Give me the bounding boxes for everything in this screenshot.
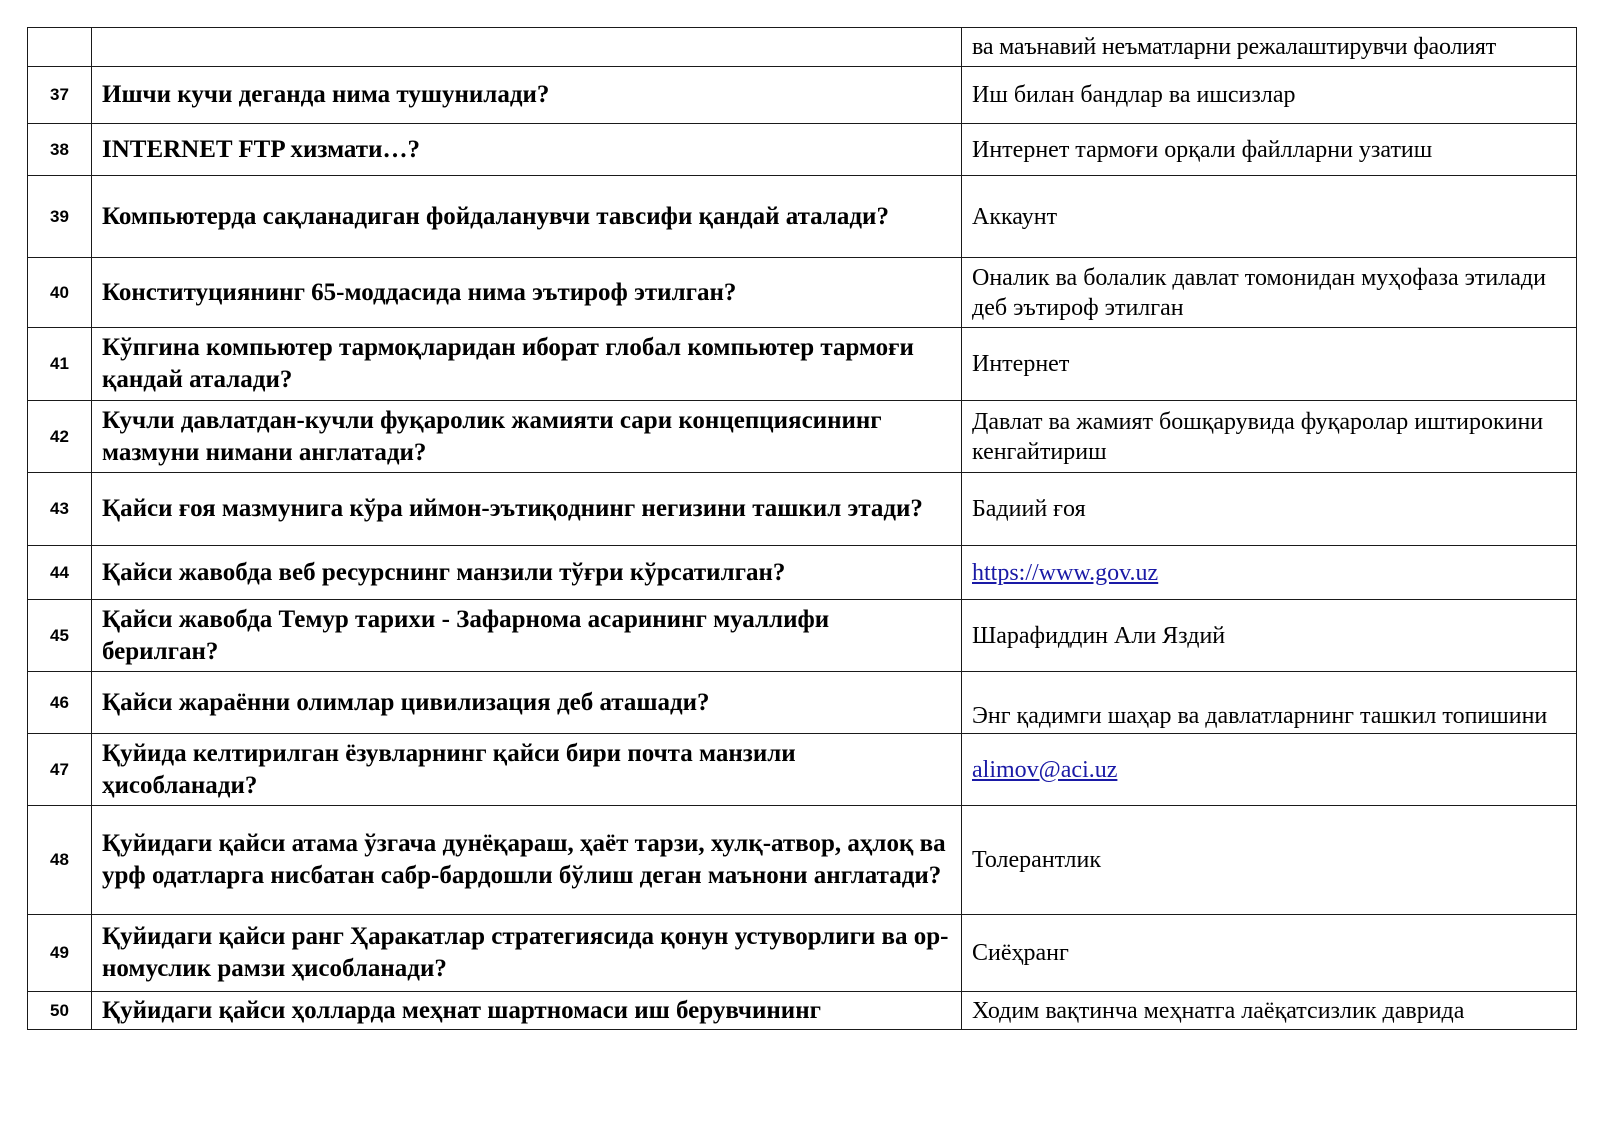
row-number: 49 [28,915,92,992]
answer-cell: Иш билан бандлар ва ишсизлар [962,67,1577,124]
answer-cell: Бадиий ғоя [962,473,1577,546]
table-row [28,546,1577,600]
table-row [28,67,1577,124]
question-cell: Қуйидаги қайси атама ўзгача дунёқараш, ҳаёт тарзи, хулқ-атвор, аҳлоқ ва урф одатларга нисбатан сабр-бардошли бўлиш деган маънони англатади? [92,806,962,915]
question-cell: Кучли давлатдан-кучли фуқаролик жамияти сари концепциясининг мазмуни нимани англатади? [92,401,962,473]
table-row [28,806,1577,915]
answer-cell: Толерантлик [962,806,1577,915]
answer-cell: Интернет тармоғи орқали файлларни узатиш [962,124,1577,176]
question-cell: Конституциянинг 65-моддасида нима эътироф этилган? [92,258,962,328]
answer-cell: Сиёҳранг [962,915,1577,992]
row-number: 45 [28,600,92,672]
question-cell: Ишчи кучи деганда нима тушунилади? [92,67,962,124]
question-cell: Қайси жавобда Темур тарихи - Зафарнома асарининг муаллифи берилган? [92,600,962,672]
answer-cell: Интернет [962,328,1577,401]
row-number: 47 [28,734,92,806]
question-cell: Қайси жавобда веб ресурснинг манзили тўғри кўрсатилган? [92,546,962,600]
email-link[interactable]: alimov@aci.uz [972,756,1118,783]
question-cell: Кўпгина компьютер тармоқларидан иборат глобал компьютер тармоғи қандай аталади? [92,328,962,401]
question-cell [92,28,962,67]
question-cell: Қуйидаги қайси ранг Ҳаракатлар стратегиясида қонун устуворлиги ва ор-номуслик рамзи ҳисобланади? [92,915,962,992]
answer-link[interactable]: https://www.gov.uz [972,559,1159,586]
question-cell: Қайси ғоя мазмунига кўра иймон-эътиқоднинг негизини ташкил этади? [92,473,962,546]
answer-cell [962,734,1577,806]
answer-cell [962,546,1577,600]
row-number: 37 [28,67,92,124]
row-number: 42 [28,401,92,473]
table-row [28,734,1577,806]
table-row [28,672,1577,734]
row-number: 44 [28,546,92,600]
answer-cell: Давлат ва жамият бошқарувида фуқаролар иштирокини кенгайтириш [962,401,1577,473]
answer-cell: Аккаунт [962,176,1577,258]
row-number: 40 [28,258,92,328]
table-row [28,328,1577,401]
qa-table [27,27,1577,1030]
row-number: 41 [28,328,92,401]
table-row [28,600,1577,672]
table-row [28,258,1577,328]
table-row [28,176,1577,258]
answer-cell: Оналик ва болалик давлат томонидан муҳофаза этилади деб эътироф этилган [962,258,1577,328]
answer-cell: ва маънавий неъматларни режалаштирувчи фаолият [962,28,1577,67]
table-row [28,124,1577,176]
table-row [28,28,1577,67]
row-number: 48 [28,806,92,915]
row-number [28,28,92,67]
question-cell: Қуйидаги қайси ҳолларда меҳнат шартномаси иш берувчининг [92,992,962,1030]
answer-cell: Ходим вақтинча меҳнатга лаёқатсизлик даврида [962,992,1577,1030]
question-cell: Қайси жараённи олимлар цивилизация деб аташади? [92,672,962,734]
question-cell: Қуйида келтирилган ёзувларнинг қайси бири почта манзили ҳисобланади? [92,734,962,806]
answer-cell: Шарафиддин Али Яздий [962,600,1577,672]
question-cell: INTERNET FTP хизмати…? [92,124,962,176]
question-cell: Компьютерда сақланадиган фойдаланувчи тавсифи қандай аталади? [92,176,962,258]
row-number: 43 [28,473,92,546]
row-number: 46 [28,672,92,734]
table-row [28,473,1577,546]
row-number: 38 [28,124,92,176]
answer-cell: Энг қадимги шаҳар ва давлатларнинг ташкил топишини [962,672,1577,734]
table-row [28,401,1577,473]
row-number: 39 [28,176,92,258]
row-number: 50 [28,992,92,1030]
table-row [28,915,1577,992]
table-row [28,992,1577,1030]
